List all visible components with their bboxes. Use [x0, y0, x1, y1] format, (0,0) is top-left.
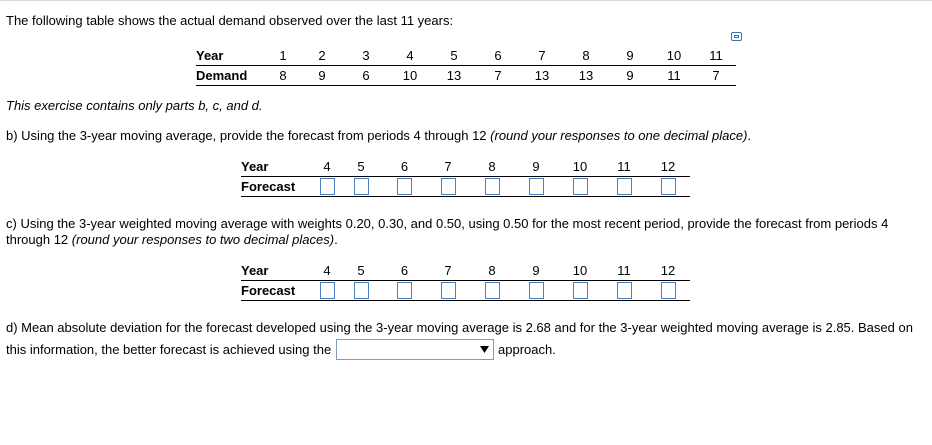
part-c-year-cell: 9 [514, 261, 558, 281]
part-b-year-cell: 4 [315, 157, 339, 177]
year-cell: 10 [652, 46, 696, 66]
demand-table-demand-row [196, 66, 736, 86]
part-d-suffix: approach. [498, 342, 556, 357]
part-b-forecast-input[interactable] [661, 178, 676, 195]
demand-cell: 10 [388, 66, 432, 86]
part-c-forecast-label: Forecast [241, 281, 315, 301]
part-b-forecast-input[interactable] [320, 178, 335, 195]
part-c-forecast-input[interactable] [320, 282, 335, 299]
exercise-note: This exercise contains only parts b, c, and d. [6, 98, 263, 113]
part-b-forecast-input-cell [383, 177, 426, 197]
top-divider [0, 0, 932, 1]
year-cell: 6 [476, 46, 520, 66]
demand-cell: 13 [432, 66, 476, 86]
part-c-year-cell: 5 [339, 261, 383, 281]
part-c-forecast-table [241, 261, 690, 301]
part-b-forecast-input-cell [646, 177, 690, 197]
part-b-forecast-input[interactable] [354, 178, 369, 195]
year-cell: 5 [432, 46, 476, 66]
part-c-rounding: (round your responses to two decimal places) [71, 232, 335, 247]
demand-cell: 13 [564, 66, 608, 86]
part-b-year-row [241, 157, 690, 177]
demand-cell: 8 [266, 66, 300, 86]
part-b-forecast-input-cell [602, 177, 646, 197]
part-c-question-line1: c) Using the 3-year weighted moving average with weights 0.20, 0.30, and 0.50, using 0.50 for the most recent period, provide the forecast from periods 4 [6, 216, 889, 231]
part-c-question-line2 [6, 232, 338, 247]
year-cell: 1 [266, 46, 300, 66]
part-c-forecast-input[interactable] [617, 282, 632, 299]
part-c-year-cell: 4 [315, 261, 339, 281]
part-b-forecast-input-cell [558, 177, 602, 197]
part-c-year-cell: 11 [602, 261, 646, 281]
part-b-forecast-input[interactable] [573, 178, 588, 195]
part-c-forecast-input[interactable] [397, 282, 412, 299]
year-cell: 7 [520, 46, 564, 66]
year-label: Year [196, 46, 266, 66]
demand-cell: 13 [520, 66, 564, 86]
part-b-year-cell: 11 [602, 157, 646, 177]
part-b-year-label: Year [241, 157, 315, 177]
copy-icon[interactable] [731, 32, 742, 41]
part-c-forecast-input-cell [426, 281, 470, 301]
part-c-forecast-input-cell [602, 281, 646, 301]
part-b-forecast-input-cell [470, 177, 514, 197]
part-b-forecast-input[interactable] [397, 178, 412, 195]
part-b-year-cell: 6 [383, 157, 426, 177]
part-c-year-cell: 10 [558, 261, 602, 281]
part-c-period: . [334, 232, 338, 247]
part-c-year-cell: 7 [426, 261, 470, 281]
approach-select[interactable] [336, 339, 494, 360]
demand-label: Demand [196, 66, 266, 86]
part-c-forecast-input-cell [470, 281, 514, 301]
part-c-forecast-input-cell [339, 281, 383, 301]
part-b-question [6, 128, 751, 143]
part-d-question-line2: this information, the better forecast is achieved using the [6, 342, 332, 357]
part-c-forecast-input[interactable] [485, 282, 500, 299]
demand-table-year-row [196, 46, 736, 66]
part-b-rounding: (round your responses to one decimal place) [490, 128, 748, 143]
part-b-year-cell: 12 [646, 157, 690, 177]
part-b-year-cell: 5 [339, 157, 383, 177]
part-c-forecast-input[interactable] [441, 282, 456, 299]
demand-cell: 9 [300, 66, 344, 86]
intro-text: The following table shows the actual demand observed over the last 11 years: [6, 13, 454, 28]
part-b-forecast-input[interactable] [485, 178, 500, 195]
part-b-forecast-input[interactable] [441, 178, 456, 195]
year-cell: 11 [696, 46, 736, 66]
year-cell: 3 [344, 46, 388, 66]
part-c-forecast-input-cell [558, 281, 602, 301]
part-b-forecast-label: Forecast [241, 177, 315, 197]
part-b-forecast-input-cell [339, 177, 383, 197]
part-b-forecast-input-cell [315, 177, 339, 197]
part-c-text: through 12 [6, 232, 72, 247]
part-b-text: b) Using the 3-year moving average, provide the forecast from periods 4 through 12 [6, 128, 491, 143]
part-c-forecast-input-cell [646, 281, 690, 301]
chevron-down-icon[interactable] [478, 343, 491, 356]
demand-cell: 11 [652, 66, 696, 86]
part-d-question-line1: d) Mean absolute deviation for the forecast developed using the 3-year moving average is 2.68 and for the 3-year weighted moving average is 2.85. Based on [6, 320, 913, 335]
part-b-period: . [747, 128, 752, 143]
part-b-forecast-input-cell [426, 177, 470, 197]
part-b-year-cell: 10 [558, 157, 602, 177]
demand-cell: 6 [344, 66, 388, 86]
part-c-year-cell: 8 [470, 261, 514, 281]
part-c-forecast-input[interactable] [573, 282, 588, 299]
part-b-forecast-row [241, 177, 690, 197]
year-cell: 8 [564, 46, 608, 66]
part-c-forecast-input-cell [514, 281, 558, 301]
demand-table [196, 46, 736, 86]
demand-cell: 9 [608, 66, 652, 86]
part-b-forecast-input[interactable] [617, 178, 632, 195]
part-b-forecast-input-cell [514, 177, 558, 197]
year-cell: 9 [608, 46, 652, 66]
part-c-year-label: Year [241, 261, 315, 281]
demand-cell: 7 [696, 66, 736, 86]
part-c-forecast-input[interactable] [529, 282, 544, 299]
part-c-forecast-input[interactable] [354, 282, 369, 299]
part-c-forecast-row [241, 281, 690, 301]
part-c-year-row [241, 261, 690, 281]
part-b-forecast-input[interactable] [529, 178, 544, 195]
part-b-year-cell: 9 [514, 157, 558, 177]
part-c-forecast-input[interactable] [661, 282, 676, 299]
part-b-forecast-table [241, 157, 690, 197]
demand-cell: 7 [476, 66, 520, 86]
part-c-year-cell: 6 [383, 261, 426, 281]
year-cell: 4 [388, 46, 432, 66]
part-b-year-cell: 7 [426, 157, 470, 177]
part-b-year-cell: 8 [470, 157, 514, 177]
part-c-forecast-input-cell [315, 281, 339, 301]
year-cell: 2 [300, 46, 344, 66]
part-c-year-cell: 12 [646, 261, 690, 281]
part-c-forecast-input-cell [383, 281, 426, 301]
